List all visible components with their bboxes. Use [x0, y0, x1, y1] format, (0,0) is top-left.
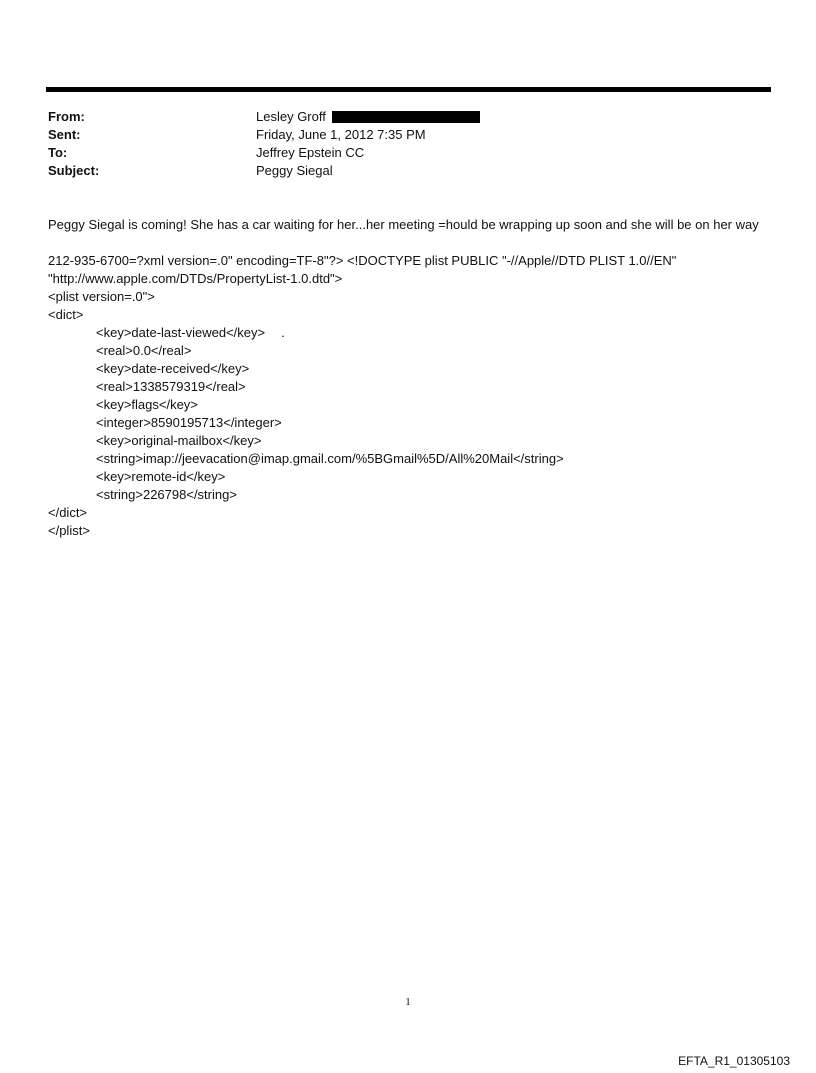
page-number: 1: [405, 996, 411, 1008]
plist-line: 212-935-6700=?xml version=.0" encoding=TF-8"?> <!DOCTYPE plist PUBLIC "-//Apple//DTD PLIST 1.0//EN": [48, 253, 677, 268]
dict-open-line: <dict>: [48, 307, 84, 322]
dict-line: <key>date-received</key>: [96, 361, 250, 376]
dict-line: <real>0.0</real>: [96, 343, 192, 358]
dict-line: <key>flags</key>: [96, 397, 198, 412]
plist-line: <plist version=.0">: [48, 289, 155, 304]
dict-line: <real>1338579319</real>: [96, 379, 246, 394]
dict-close-line: </dict>: [48, 505, 88, 520]
to-label: To:: [48, 145, 68, 160]
dict-line-text: <key>date-last-viewed</key>: [96, 325, 266, 340]
dict-line: <integer>8590195713</integer>: [96, 415, 282, 430]
sent-row: [48, 126, 748, 144]
plist-line: "http://www.apple.com/DTDs/PropertyList-1.0.dtd">: [48, 271, 343, 286]
subject-row: [48, 162, 748, 180]
dict-line: <string>226798</string>: [96, 487, 237, 502]
dict-line: <key>remote-id</key>: [96, 469, 226, 484]
redaction-bar: [332, 111, 480, 123]
subject-value: Peggy Siegal: [256, 163, 333, 178]
from-value-wrap: [256, 108, 480, 126]
sent-value: Friday, June 1, 2012 7:35 PM: [256, 127, 426, 142]
dict-line: <key>original-mailbox</key>: [96, 433, 262, 448]
to-row: [48, 144, 748, 162]
from-row: [48, 108, 748, 126]
stray-mark: .: [281, 325, 285, 340]
to-value: Jeffrey Epstein CC: [256, 145, 365, 160]
from-value: Lesley Groff: [256, 109, 326, 124]
dict-line: [48, 324, 768, 342]
plist-close-line: </plist>: [48, 523, 90, 538]
sent-label: Sent:: [48, 127, 81, 142]
subject-label: Subject:: [48, 163, 100, 178]
document-id: EFTA_R1_01305103: [678, 1054, 790, 1068]
spacer: [48, 234, 768, 252]
dict-line: <string>imap://jeevacation@imap.gmail.com/%5BGmail%5D/All%20Mail</string>: [96, 451, 564, 466]
from-label: From:: [48, 109, 85, 124]
message-text: Peggy Siegal is coming! She has a car waiting for her...her meeting =hould be wrapping up soon and she will be on her way: [48, 217, 759, 232]
email-body: [48, 216, 768, 540]
header-rule: [46, 87, 771, 92]
email-header: [48, 108, 748, 180]
